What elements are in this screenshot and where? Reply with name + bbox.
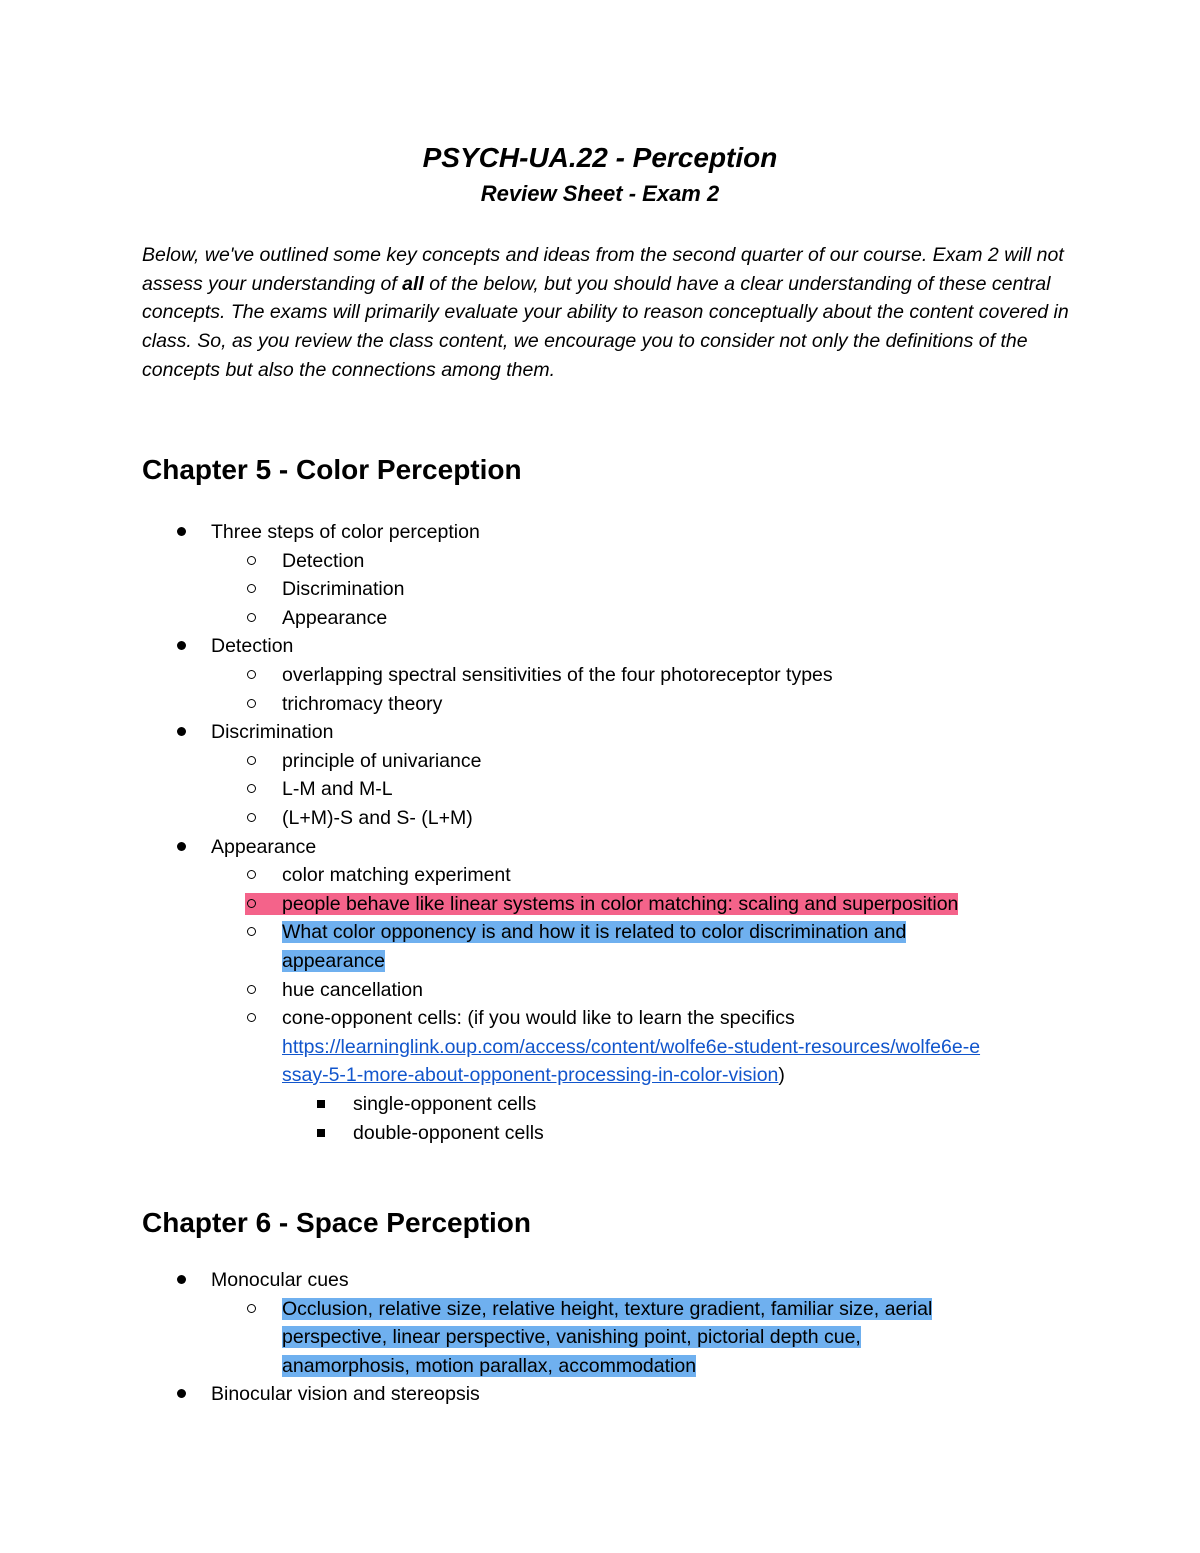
list-item: trichromacy theory: [282, 693, 443, 715]
list-item: Binocular vision and stereopsis: [211, 1383, 480, 1405]
list-item-continuation: [282, 1061, 785, 1090]
highlight-blue: anamorphosis, motion parallax, accommodation: [282, 1355, 697, 1377]
highlight-blue: Occlusion, relative size, relative height, texture gradient, familiar size, aerial: [282, 1298, 933, 1320]
list-item: Discrimination: [211, 721, 334, 743]
list-item-highlighted: [282, 1295, 932, 1324]
chapter-6-heading: Chapter 6 - Space Perception: [142, 1207, 532, 1238]
list-item: principle of univariance: [282, 750, 482, 772]
highlight-pink: people behave like linear systems in color matching: scaling and superposition: [282, 893, 959, 915]
oup-link-continued[interactable]: ssay-5-1-more-about-opponent-processing-in-color-vision: [282, 1064, 779, 1086]
highlight-blue: appearance: [282, 950, 386, 972]
list-item: double-opponent cells: [353, 1122, 544, 1144]
list-item: single-opponent cells: [353, 1093, 537, 1115]
chapter-5-heading: Chapter 5 - Color Perception: [142, 454, 522, 485]
intro-text-1: Below, we've outlined some key concepts and ideas from the second quarter of our course. Exam 2 will not assess your understanding of: [142, 244, 1064, 295]
list-item: Detection: [211, 635, 294, 657]
highlight-blue: perspective, linear perspective, vanishing point, pictorial depth cue,: [282, 1326, 861, 1348]
list-item-continuation: [282, 1323, 861, 1352]
intro-text-2: of the below, but you should have a clear understanding of these central concepts. The exams will primarily evaluate your ability to reason conceptually about the content covered in class. So, as you review the class content, we encourage you to consider not only the definitions of the concepts but also the connections among them.: [142, 272, 1069, 381]
list-item: Discrimination: [282, 578, 405, 600]
list-item: Three steps of color perception: [211, 521, 480, 543]
list-item: Appearance: [282, 607, 388, 629]
list-item-continuation: [282, 1352, 696, 1381]
document-title: PSYCH-UA.22 - Perception: [422, 142, 778, 173]
list-item: overlapping spectral sensitivities of the four photoreceptor types: [282, 664, 833, 686]
list-item-continuation: [282, 1033, 980, 1062]
list-item: hue cancellation: [282, 979, 423, 1001]
list-item: Detection: [282, 550, 365, 572]
document-subtitle: Review Sheet - Exam 2: [480, 181, 720, 206]
list-item: cone-opponent cells: (if you would like to learn the specifics: [282, 1007, 795, 1029]
closing-paren: ): [778, 1064, 785, 1086]
list-item-continuation: [282, 947, 385, 976]
list-item: Monocular cues: [211, 1269, 349, 1291]
intro-bold-all: all: [402, 272, 424, 295]
list-item-highlighted: [282, 918, 906, 947]
list-item: L-M and M-L: [282, 778, 393, 800]
bullet-circle-icon: [245, 893, 282, 915]
intro-paragraph: [142, 241, 1072, 385]
list-item: Appearance: [211, 836, 317, 858]
list-item: (L+M)-S and S- (L+M): [282, 807, 473, 829]
list-item: color matching experiment: [282, 864, 511, 886]
highlight-blue: What color opponency is and how it is related to color discrimination and: [282, 921, 907, 943]
list-item-highlighted: [282, 890, 958, 919]
oup-link[interactable]: https://learninglink.oup.com/access/content/wolfe6e-student-resources/wolfe6e-e: [282, 1036, 981, 1058]
